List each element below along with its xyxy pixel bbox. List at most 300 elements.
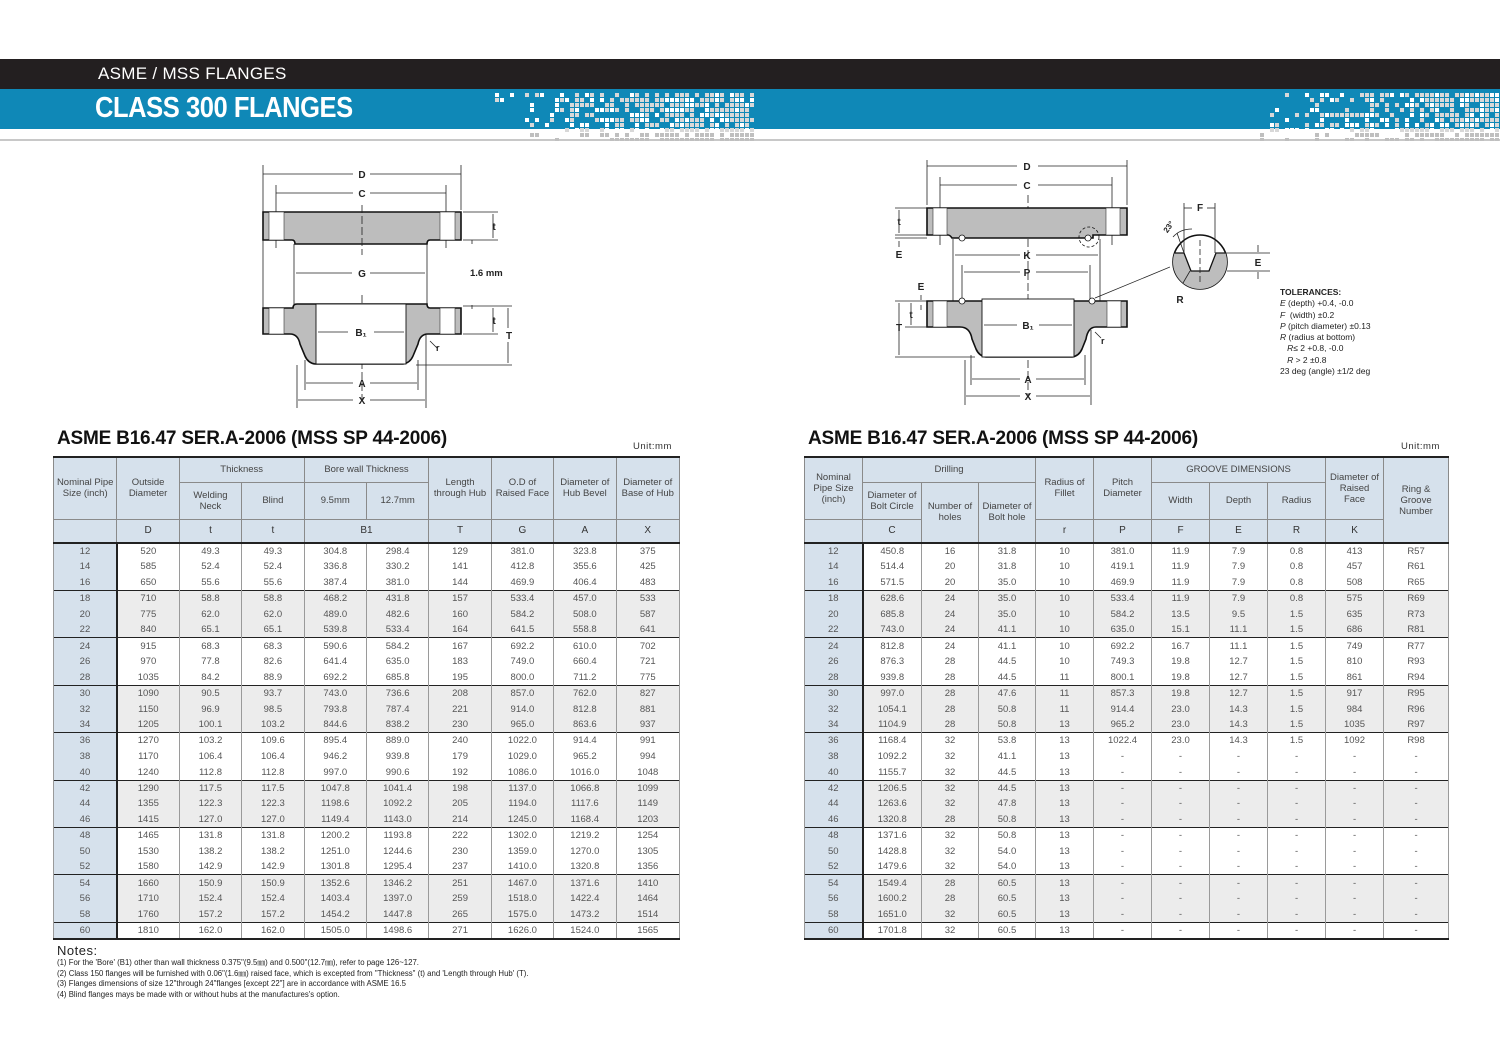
value-cell: 131.8 [179, 828, 241, 844]
pattern-pixel [665, 133, 669, 137]
value-cell: 192 [429, 764, 491, 780]
tolerance-line [1280, 321, 1371, 332]
value-cell: 54.0 [979, 843, 1036, 859]
pattern-pixel [1370, 128, 1374, 132]
value-cell: 539.8 [304, 622, 366, 638]
value-cell: 650 [117, 575, 179, 591]
pattern-pixel [735, 93, 739, 97]
table-row [54, 780, 680, 796]
value-cell: - [1268, 812, 1326, 828]
pattern-pixel [625, 133, 629, 137]
pattern-pixel [735, 118, 739, 122]
pattern-pixel [1470, 108, 1474, 112]
value-cell: 857.3 [1094, 685, 1152, 701]
letter-A: A [554, 519, 616, 543]
value-cell: 13 [1036, 733, 1094, 749]
value-cell: 1.5 [1268, 654, 1326, 670]
pattern-pixel [700, 103, 704, 107]
note-item: (1) For the 'Bore' (B1) other than wall thickness 0.375"(9.5㎜) and 0.500"(12.7㎜), refer to page 126~127. [57, 958, 419, 967]
value-cell: 23.0 [1152, 717, 1210, 733]
value-cell: 431.8 [366, 591, 428, 607]
pattern-pixel [625, 108, 629, 112]
table-row [805, 891, 1449, 907]
pattern-pixel [1475, 133, 1479, 137]
pattern-pixel [1315, 133, 1319, 137]
pattern-pixel [655, 98, 659, 102]
value-cell: 1295.4 [366, 859, 428, 875]
value-cell: - [1268, 875, 1326, 891]
table-row [54, 875, 680, 891]
value-cell: 1.5 [1268, 733, 1326, 749]
pattern-pixel [1475, 98, 1479, 102]
pattern-pixel [1320, 93, 1324, 97]
pattern-pixel [710, 133, 714, 137]
value-cell: 1270.0 [554, 843, 616, 859]
pattern-pixel [665, 98, 669, 102]
pattern-pixel [1285, 93, 1289, 97]
pattern-pixel [705, 108, 709, 112]
pattern-pixel [1485, 98, 1489, 102]
pattern-pixel [1475, 138, 1479, 141]
tolerance-symbol: R [1280, 343, 1294, 354]
pattern-pixel [1320, 113, 1324, 117]
value-cell: 237 [429, 859, 491, 875]
value-cell: - [1268, 749, 1326, 765]
pattern-pixel [530, 103, 534, 107]
pattern-pixel [725, 108, 729, 112]
value-cell: 1549.4 [863, 875, 922, 891]
pattern-pixel [710, 123, 714, 127]
nps-cell: 22 [54, 622, 117, 638]
value-cell: - [1326, 828, 1384, 844]
pattern-pixel [575, 98, 579, 102]
table-row [805, 907, 1449, 923]
pattern-pixel [720, 98, 724, 102]
value-cell: 142.9 [242, 859, 304, 875]
value-cell: - [1094, 922, 1152, 939]
value-cell: 997.0 [304, 764, 366, 780]
value-cell: 0.8 [1268, 543, 1326, 559]
value-cell: 167 [429, 638, 491, 654]
value-cell: 686 [1326, 622, 1384, 638]
value-cell: 457.0 [554, 591, 616, 607]
pattern-pixel [1490, 123, 1494, 127]
pattern-pixel [585, 128, 589, 132]
value-cell: 32 [922, 764, 979, 780]
pattern-pixel [1330, 98, 1334, 102]
pattern-pixel [635, 103, 639, 107]
pattern-pixel [715, 123, 719, 127]
value-cell: 271 [429, 922, 491, 939]
pattern-pixel [745, 128, 749, 132]
pattern-pixel [1420, 93, 1424, 97]
pattern-pixel [1435, 103, 1439, 107]
value-cell: 1467.0 [491, 875, 553, 891]
notes-heading: Notes: [57, 943, 98, 958]
pattern-pixel [525, 93, 529, 97]
col-drilling: Drilling [863, 457, 1036, 482]
value-cell: 1479.6 [863, 859, 922, 875]
col-thickness: Thickness [179, 457, 304, 482]
svg-text:r: r [1101, 336, 1105, 346]
value-cell: 1244.6 [366, 843, 428, 859]
col-number-of-holes: Number of holes [922, 482, 979, 543]
pattern-pixel [1340, 113, 1344, 117]
value-cell: 844.6 [304, 717, 366, 733]
value-cell: 482.6 [366, 606, 428, 622]
pattern-pixel [685, 123, 689, 127]
value-cell: - [1268, 859, 1326, 875]
pattern-pixel [700, 118, 704, 122]
pattern-pixel [705, 113, 709, 117]
pattern-pixel [1440, 93, 1444, 97]
pattern-pixel [1470, 118, 1474, 122]
pattern-pixel [670, 133, 674, 137]
pattern-pixel [570, 103, 574, 107]
value-cell: 13 [1036, 796, 1094, 812]
value-cell: 800.0 [491, 670, 553, 686]
pattern-pixel [1480, 98, 1484, 102]
table-row [805, 922, 1449, 939]
value-cell: 28 [922, 654, 979, 670]
table-row [54, 575, 680, 591]
value-cell: 1.5 [1268, 685, 1326, 701]
value-cell: 610.0 [554, 638, 616, 654]
value-cell: 1035 [1326, 717, 1384, 733]
pattern-pixel [720, 93, 724, 97]
pattern-pixel [1305, 123, 1309, 127]
value-cell: 96.9 [179, 701, 241, 717]
svg-text:A: A [358, 379, 366, 390]
pattern-pixel [1370, 93, 1374, 97]
table-row [805, 875, 1449, 891]
value-cell: 1155.7 [863, 764, 922, 780]
value-cell: 138.2 [242, 843, 304, 859]
value-cell: 514.4 [863, 559, 922, 575]
pattern-pixel [495, 98, 499, 102]
pattern-pixel [535, 93, 539, 97]
value-cell: 152.4 [242, 891, 304, 907]
pattern-pixel [1480, 93, 1484, 97]
value-cell: 138.2 [179, 843, 241, 859]
svg-text:T: T [895, 323, 903, 334]
pattern-pixel [670, 108, 674, 112]
pattern-pixel [1480, 118, 1484, 122]
value-cell: - [1384, 749, 1449, 765]
pattern-pixel [680, 113, 684, 117]
pattern-pixel [1345, 118, 1349, 122]
letter-X: X [616, 519, 679, 543]
value-cell: - [1326, 843, 1384, 859]
value-cell: 1465 [117, 828, 179, 844]
value-cell: 14.3 [1210, 701, 1268, 717]
pattern-pixel [1355, 113, 1359, 117]
pattern-pixel [660, 108, 664, 112]
value-cell: 221 [429, 701, 491, 717]
letter-t-wn: t [179, 519, 241, 543]
pattern-pixel [745, 138, 749, 141]
value-cell: 590.6 [304, 638, 366, 654]
value-cell: 1447.8 [366, 907, 428, 923]
nps-cell: 50 [805, 843, 863, 859]
pattern-pixel [715, 98, 719, 102]
value-cell: 1305 [616, 843, 679, 859]
pattern-pixel [1405, 93, 1409, 97]
pattern-pixel [730, 138, 734, 141]
note-item: (4) Blind flanges mays be made with or without hubs at the manufactures's option. [57, 989, 340, 999]
pattern-pixel [1420, 118, 1424, 122]
pattern-pixel [695, 123, 699, 127]
letter-D: D [117, 519, 179, 543]
letter-P: P [1094, 519, 1152, 543]
nps-cell: 26 [54, 654, 117, 670]
table-row [54, 733, 680, 749]
pattern-pixel [715, 93, 719, 97]
pattern-pixel [1400, 108, 1404, 112]
pattern-pixel [1445, 128, 1449, 132]
pattern-pixel [1450, 103, 1454, 107]
pattern-pixel [730, 128, 734, 132]
value-cell: 787.4 [366, 701, 428, 717]
value-cell: 20 [922, 575, 979, 591]
value-cell: 88.9 [242, 670, 304, 686]
table-row [54, 685, 680, 701]
pattern-pixel [730, 108, 734, 112]
pattern-pixel [1370, 113, 1374, 117]
value-cell: 412.8 [491, 559, 553, 575]
value-cell: 387.4 [304, 575, 366, 591]
nps-cell: 32 [805, 701, 863, 717]
pattern-pixel [1480, 108, 1484, 112]
pattern-pixel [740, 128, 744, 132]
letter-r: r [1036, 519, 1094, 543]
value-cell: 12.7 [1210, 670, 1268, 686]
value-cell: 41.1 [979, 622, 1036, 638]
pattern-pixel [1470, 128, 1474, 132]
value-cell: - [1268, 764, 1326, 780]
value-cell: 19.8 [1152, 670, 1210, 686]
table-row [54, 670, 680, 686]
pattern-pixel [1345, 123, 1349, 127]
pattern-pixel [1350, 98, 1354, 102]
pattern-pixel [1285, 128, 1289, 132]
value-cell: 16.7 [1152, 638, 1210, 654]
pattern-pixel [1495, 138, 1499, 141]
pattern-pixel [655, 123, 659, 127]
value-cell: 1066.8 [554, 780, 616, 796]
pattern-pixel [1430, 123, 1434, 127]
value-cell: 1524.0 [554, 922, 616, 939]
value-cell: 508.0 [554, 606, 616, 622]
value-cell: 1168.4 [554, 812, 616, 828]
value-cell: 381.0 [366, 575, 428, 591]
drilling-groove-table [804, 456, 1449, 940]
pattern-pixel [1350, 123, 1354, 127]
nps-cell: 54 [54, 875, 117, 891]
pattern-pixel [540, 93, 544, 97]
value-cell: 775 [117, 606, 179, 622]
value-cell: 1029.0 [491, 749, 553, 765]
pattern-pixel [1370, 108, 1374, 112]
pattern-pixel [1385, 118, 1389, 122]
pattern-pixel [635, 138, 639, 141]
value-cell: 1410.0 [491, 859, 553, 875]
value-cell: - [1210, 828, 1268, 844]
value-cell: 157.2 [179, 907, 241, 923]
table-row [54, 891, 680, 907]
table-row [54, 717, 680, 733]
pattern-pixel [1350, 138, 1354, 141]
pattern-pixel [1275, 123, 1279, 127]
value-cell: 12.7 [1210, 685, 1268, 701]
pattern-pixel [1305, 113, 1309, 117]
value-cell: 810 [1326, 654, 1384, 670]
pattern-pixel [1455, 93, 1459, 97]
value-cell: - [1152, 812, 1210, 828]
pattern-pixel [1410, 113, 1414, 117]
pattern-pixel [620, 123, 624, 127]
value-cell: 122.3 [179, 796, 241, 812]
pattern-pixel [1325, 113, 1329, 117]
pattern-pixel [1275, 128, 1279, 132]
value-cell: 298.4 [366, 543, 428, 559]
pattern-pixel [1370, 133, 1374, 137]
pattern-pixel [545, 123, 549, 127]
pattern-pixel [1315, 103, 1319, 107]
pattern-pixel [730, 133, 734, 137]
pattern-pixel [1330, 123, 1334, 127]
pattern-pixel [1370, 98, 1374, 102]
value-cell: 7.9 [1210, 543, 1268, 559]
pattern-pixel [715, 113, 719, 117]
pattern-pixel [1405, 138, 1409, 141]
value-cell: 11.9 [1152, 543, 1210, 559]
value-cell: - [1152, 859, 1210, 875]
value-cell: - [1210, 812, 1268, 828]
pattern-pixel [645, 93, 649, 97]
pattern-pixel [660, 128, 664, 132]
col-radius-of-fillet: Radius of Fillet [1036, 457, 1094, 519]
value-cell: 1086.0 [491, 764, 553, 780]
value-cell: - [1268, 843, 1326, 859]
pattern-pixel [680, 108, 684, 112]
pattern-pixel [600, 118, 604, 122]
pattern-pixel [1465, 103, 1469, 107]
pattern-pixel [690, 98, 694, 102]
svg-text:T: T [505, 331, 513, 342]
pattern-pixel [615, 138, 619, 141]
pattern-pixel [700, 133, 704, 137]
pattern-pixel [1440, 128, 1444, 132]
pattern-pixel [1425, 133, 1429, 137]
value-cell: - [1152, 843, 1210, 859]
pattern-pixel [1480, 113, 1484, 117]
value-cell: 112.8 [242, 764, 304, 780]
pattern-pixel [685, 98, 689, 102]
value-cell: 11 [1036, 701, 1094, 717]
pattern-pixel [555, 108, 559, 112]
value-cell: 13 [1036, 812, 1094, 828]
pattern-pixel [1350, 113, 1354, 117]
pattern-pixel [690, 128, 694, 132]
pattern-pixel [630, 128, 634, 132]
value-cell: 35.0 [979, 591, 1036, 607]
value-cell: 11.1 [1210, 638, 1268, 654]
nps-cell: 20 [805, 606, 863, 622]
value-cell: - [1384, 764, 1449, 780]
svg-text:X: X [358, 396, 366, 407]
value-cell: 10 [1036, 559, 1094, 575]
pattern-pixel [625, 103, 629, 107]
pattern-pixel [525, 118, 529, 122]
pattern-pixel [745, 123, 749, 127]
pattern-pixel [730, 93, 734, 97]
svg-text:F: F [1196, 203, 1204, 214]
nps-cell: 20 [54, 606, 117, 622]
pattern-pixel [750, 98, 754, 102]
tolerance-text: (radius at bottom) [1286, 332, 1356, 343]
pattern-pixel [1465, 138, 1469, 141]
value-cell: 1099 [616, 780, 679, 796]
value-cell: 60.5 [979, 907, 1036, 923]
table-row [54, 859, 680, 875]
svg-text:G: G [358, 269, 366, 280]
value-cell: - [1326, 891, 1384, 907]
value-cell: 28 [922, 717, 979, 733]
pattern-pixel [1325, 93, 1329, 97]
value-cell: 129 [429, 543, 491, 559]
value-cell: 1092 [1326, 733, 1384, 749]
table-row [805, 622, 1449, 638]
pattern-pixel [1365, 133, 1369, 137]
pattern-pixel [1365, 138, 1369, 141]
pattern-pixel [730, 103, 734, 107]
table-row [805, 606, 1449, 622]
value-cell: 1710 [117, 891, 179, 907]
value-cell: 13 [1036, 891, 1094, 907]
svg-text:B₁: B₁ [1022, 321, 1034, 332]
value-cell: 50.8 [979, 828, 1036, 844]
pattern-pixel [720, 133, 724, 137]
pattern-pixel [630, 118, 634, 122]
pattern-pixel [730, 113, 734, 117]
value-cell: 558.8 [554, 622, 616, 638]
value-cell: R65 [1384, 575, 1449, 591]
nps-cell: 34 [805, 717, 863, 733]
pattern-pixel [1485, 123, 1489, 127]
value-cell: - [1210, 780, 1268, 796]
value-cell: R77 [1384, 638, 1449, 654]
value-cell: 152.4 [179, 891, 241, 907]
value-cell: 1.5 [1268, 622, 1326, 638]
nps-cell: 48 [54, 828, 117, 844]
pattern-pixel [620, 128, 624, 132]
pattern-pixel [675, 93, 679, 97]
pattern-pixel [750, 138, 754, 141]
value-cell: 10 [1036, 622, 1094, 638]
pattern-pixel [635, 123, 639, 127]
value-cell: 881 [616, 701, 679, 717]
pattern-pixel [1410, 108, 1414, 112]
nps-cell: 40 [805, 764, 863, 780]
value-cell: - [1326, 749, 1384, 765]
pattern-pixel [1355, 133, 1359, 137]
value-cell: 692.2 [1094, 638, 1152, 654]
svg-text:23°: 23° [1161, 219, 1176, 235]
value-cell: - [1384, 796, 1449, 812]
value-cell: 628.6 [863, 591, 922, 607]
pattern-pixel [650, 108, 654, 112]
